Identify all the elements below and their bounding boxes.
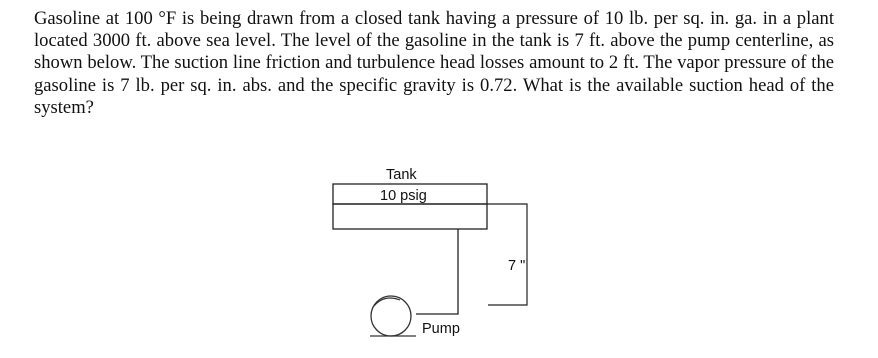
suction-pipe [416,229,458,314]
height-dimension-line [487,204,527,305]
problem-statement: Gasoline at 100 °F is being drawn from a closed tank having a pressure of 10 lb. per sq. in. ga. in a plant located 3000 ft. above sea level. The level of the gasoline in the tank is 7 ft. above the pump centerline, as shown below. The suction line friction and turbulence head losses amount to 2 ft. The vapor pressure of the gasoline is 7 lb. per sq. in. abs. and the specific gravity is 0.72. What is the available suction head of the system? [34,8,834,118]
tank-pressure-label: 10 psig [380,188,427,204]
pump-icon [370,296,416,336]
pump-label: Pump [422,321,460,337]
tank-body [333,204,487,229]
tank-label: Tank [386,167,417,183]
height-dimension-label: 7 " [508,258,526,274]
